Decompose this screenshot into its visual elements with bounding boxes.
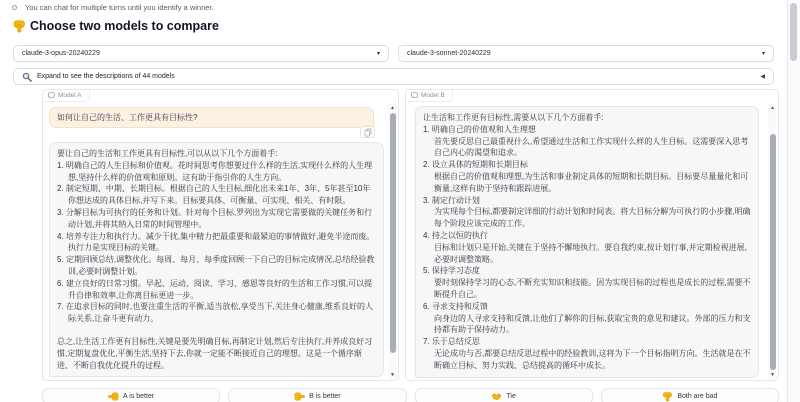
page-title: Choose two models to compare (30, 19, 219, 33)
vote-label: Tie (506, 393, 516, 400)
model-a-label-text: Model A (58, 92, 82, 99)
list-item: 3. 制定行动计划 为实现每个目标,都要制定详细的行动计划和时间表。将大目标分解为可执行的小步骤,明确每个阶段应该完成的工作。 (423, 195, 751, 229)
model-a-select-value: claude-3-opus-20240229 (22, 50, 100, 57)
response-outro: 总之,让生活工作更有目标性,关键是要先明确目标,再制定计划,然后专注执行,并养成良好习惯,定期复盘优化,平衡生活,坚持下去,你就一定能不断接近自己的理想。这是一个循序渐进、不断自我优化提升的过程。 (57, 336, 373, 370)
user-message-bubble: 如何让自己的生活、工作更具有目标性? (49, 107, 374, 128)
chat-icon (411, 92, 418, 99)
handshake-icon (491, 392, 502, 401)
thumbs-down-icon (662, 392, 673, 402)
scrollbar-thumb[interactable] (770, 134, 776, 370)
model-b-panel-label (406, 90, 453, 102)
model-select-row (13, 45, 774, 62)
chevron-down-icon: ▾ (376, 50, 380, 57)
model-a-chat-area[interactable] (43, 103, 387, 379)
expander-label: Expand to see the descriptions of 44 models (37, 73, 175, 80)
list-item: 1. 明确自己的价值观和人生理想 首先要反思自己最重视什么,希望通过生活和工作实现什么样的人生目标。这需要深入思考自己内心的渴望和追求。 (423, 124, 749, 158)
copy-row (48, 126, 375, 138)
bot-message-bubble (415, 106, 759, 378)
response-list (57, 160, 376, 325)
scrollbar-thumb[interactable] (390, 113, 396, 353)
point-left-icon (108, 392, 119, 401)
response-intro: 让生活和工作更有目标性,需要从以下几个方面着手: (423, 113, 604, 122)
list-item: 7. 乐于总结反思 无论成功与否,都要总结反思过程中的经验教训,这将为下一个目标指明方向。生活就是在不断确立目标、努力实践、总结提高的循环中成长。 (423, 337, 751, 370)
vote-buttons-row (42, 388, 779, 402)
scroll-down-icon[interactable]: ▼ (770, 372, 775, 378)
point-down-icon (13, 20, 26, 33)
tie-button[interactable] (415, 388, 593, 402)
chat-icon (48, 92, 55, 99)
scroll-up-icon[interactable]: ▲ (390, 105, 395, 111)
scroll-up-icon[interactable]: ▲ (770, 105, 775, 111)
model-b-label-text: Model B (421, 92, 445, 99)
hint-line (0, 0, 787, 12)
list-item: 4. 培养专注力和执行力。减少干扰,集中精力把最重要和最紧迫的事情做好,避免半途而废。执行力是实现目标的关键。 (57, 231, 375, 253)
vote-label: B is better (309, 393, 341, 400)
list-item: 5. 定期回顾总结,调整优化。每周、每月、每季度回顾一下自己的目标完成情况,总结经验教训,必要时调整计划。 (57, 255, 375, 276)
list-item: 6. 建立良好的日常习惯。早起、运动、阅读、学习、感恩等良好的生活和工作习惯,可以提升自律和效率,让你离目标更进一步。 (57, 278, 373, 300)
both-are-bad-button[interactable] (601, 388, 779, 402)
list-item: 4. 持之以恒的执行 目标和计划只是开始,关键在于坚持不懈地执行。要自我约束,按计划行事,并定期检视进展,必要时调整策略。 (423, 230, 747, 264)
bullet-icon (12, 5, 17, 10)
list-item: 2. 设立具体的短期和长期目标 根据自己的价值观和理想,为生活和事业制定具体的短期和长期目标。目标要尽量量化和可衡量,这样有助于坚持和跟踪进展。 (423, 160, 749, 193)
response-intro: 要让自己的生活和工作更具有目标性,可以从以下几个方面着手: (57, 149, 278, 158)
magnifier-icon (22, 72, 32, 82)
hint-text: You can chat for multiple turns until you identify a winner. (25, 3, 214, 12)
bot-message-bubble (49, 142, 384, 377)
scroll-down-icon[interactable]: ▼ (390, 372, 395, 378)
collapse-arrow-icon: ◀ (760, 73, 765, 80)
vote-label: A is better (123, 393, 155, 400)
model-a-panel (42, 89, 399, 381)
page-scrollbar[interactable] (787, 0, 800, 402)
model-b-panel (405, 89, 779, 381)
model-descriptions-expander[interactable] (13, 68, 774, 85)
vote-label: Both are bad (677, 393, 718, 400)
model-b-select[interactable] (398, 45, 774, 62)
chevron-down-icon: ▾ (761, 50, 765, 57)
model-a-select[interactable] (13, 45, 389, 62)
section-header (13, 18, 787, 34)
list-item: 3. 分解目标为可执行的任务和计划。针对每个目标,罗列出为实现它需要做的关键任务和行动计划,并将其纳入日常的时间管理中。 (57, 207, 373, 229)
copy-button[interactable] (360, 126, 375, 138)
model-b-select-value: claude-3-sonnet-20240229 (407, 50, 491, 57)
list-item: 7. 在追求目标的同时,也要注重生活的平衡,适当放松,享受当下,关注身心健康,维系良好的人际关系,让奋斗更有动力。 (57, 302, 374, 324)
response-list (423, 124, 751, 372)
page-scrollbar-thumb[interactable] (790, 3, 797, 61)
model-a-scrollbar[interactable] (388, 104, 397, 379)
b-is-better-button[interactable] (228, 388, 406, 402)
point-right-icon (294, 392, 305, 401)
model-b-scrollbar[interactable] (768, 104, 777, 379)
list-item: 2. 制定短期、中期、长期目标。根据自己的人生目标,细化出未来1年、3年、5年甚至10年你想达成的具体目标,并写下来。目标要具体、可衡量、可实现、相关、有时限。 (57, 184, 371, 206)
list-item: 6. 寻求支持和反馈 向身边的人寻求支持和反馈,让他们了解你的目标,获取宝贵的意见和建议。外部的压力和支持都有助于保持动力。 (423, 301, 751, 335)
chat-panels-row (42, 89, 779, 381)
list-item: 5. 保持学习态度 要时刻保持学习的心态,不断充实知识和技能。因为实现目标的过程也是成长的过程,需要不断提升自己。 (423, 266, 751, 299)
a-is-better-button[interactable] (42, 388, 220, 402)
list-item: 1. 明确自己的人生目标和价值观。花时间思考你想要过什么样的生活,实现什么样的人生理想,坚持什么样的价值观和原则。这有助于指引你的人生方向。 (57, 160, 373, 182)
model-a-panel-label (43, 90, 90, 102)
model-b-chat-area[interactable] (406, 103, 767, 379)
